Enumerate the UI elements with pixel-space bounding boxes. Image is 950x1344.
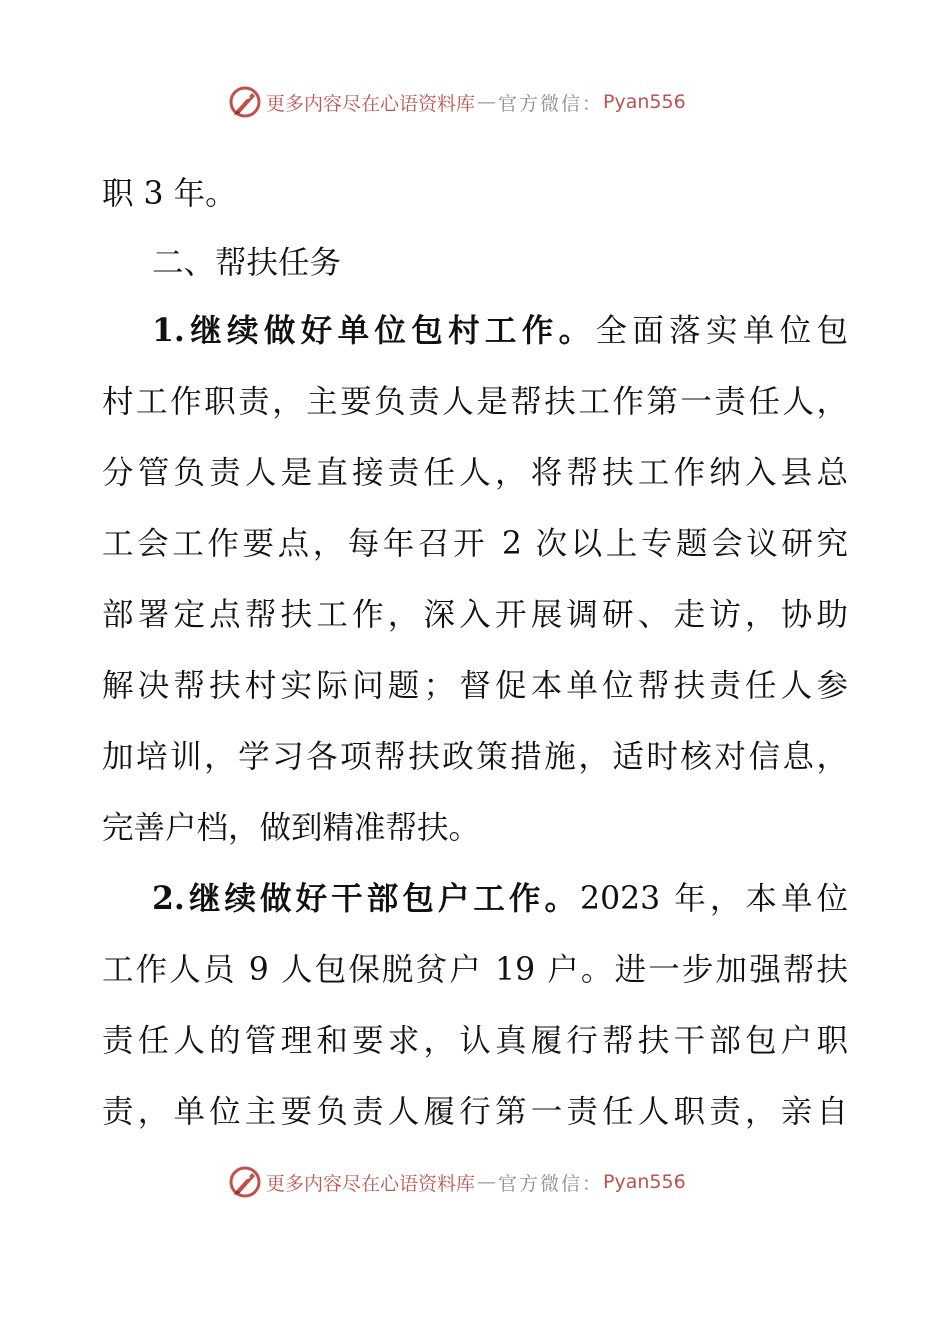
- text-line: 加培训，学习各项帮扶政策措施，适时核对信息，: [102, 739, 848, 775]
- text-line: 完善户档，做到精准帮扶。: [102, 810, 481, 846]
- text-line: 解决帮扶村实际问题；督促本单位帮扶责任人参: [102, 668, 848, 704]
- text-line: 责，单位主要负责人履行第一责任人职责，亲自: [102, 1094, 848, 1130]
- watermark-dash: —: [477, 1171, 497, 1193]
- watermark-site: 更多内容尽在心语资料库: [266, 92, 476, 115]
- footer-watermark: [228, 1164, 686, 1200]
- watermark-wechat-id: Pyan556: [603, 91, 686, 113]
- watermark-wechat-id: Pyan556: [603, 1171, 686, 1193]
- watermark-label: 官方微信：: [498, 92, 604, 115]
- text-line: 2.继续做好干部包户工作。2023 年，本单位: [152, 880, 848, 917]
- text-line: 部署定点帮扶工作，深入开展调研、走访，协助: [102, 597, 848, 633]
- text-line: 1.继续做好单位包村工作。全面落实单位包: [152, 312, 848, 349]
- text-line: 工会工作要点，每年召开 2 次以上专题会议研究: [102, 526, 848, 562]
- text-line: 村工作职责，主要负责人是帮扶工作第一责任人，: [102, 384, 848, 420]
- text-line: 责任人的管理和要求，认真履行帮扶干部包户职: [102, 1023, 848, 1059]
- section-heading: 二、帮扶任务: [152, 245, 342, 281]
- watermark-dash: —: [477, 91, 497, 113]
- watermark-site: 更多内容尽在心语资料库: [266, 1172, 476, 1195]
- text-line: 工作人员 9 人包保脱贫户 19 户。进一步加强帮扶: [102, 952, 848, 988]
- header-watermark: [228, 84, 686, 120]
- watermark-label: 官方微信：: [498, 1172, 604, 1195]
- item-heading: 1.继续做好单位包村工作。: [152, 312, 596, 349]
- pen-logo-icon: [228, 1165, 262, 1199]
- text-line: 职 3 年。: [102, 176, 237, 212]
- pen-logo-icon: [228, 85, 262, 119]
- text-line: 分管负责人是直接责任人，将帮扶工作纳入县总: [102, 455, 848, 491]
- item-heading: 2.继续做好干部包户工作。: [152, 880, 581, 917]
